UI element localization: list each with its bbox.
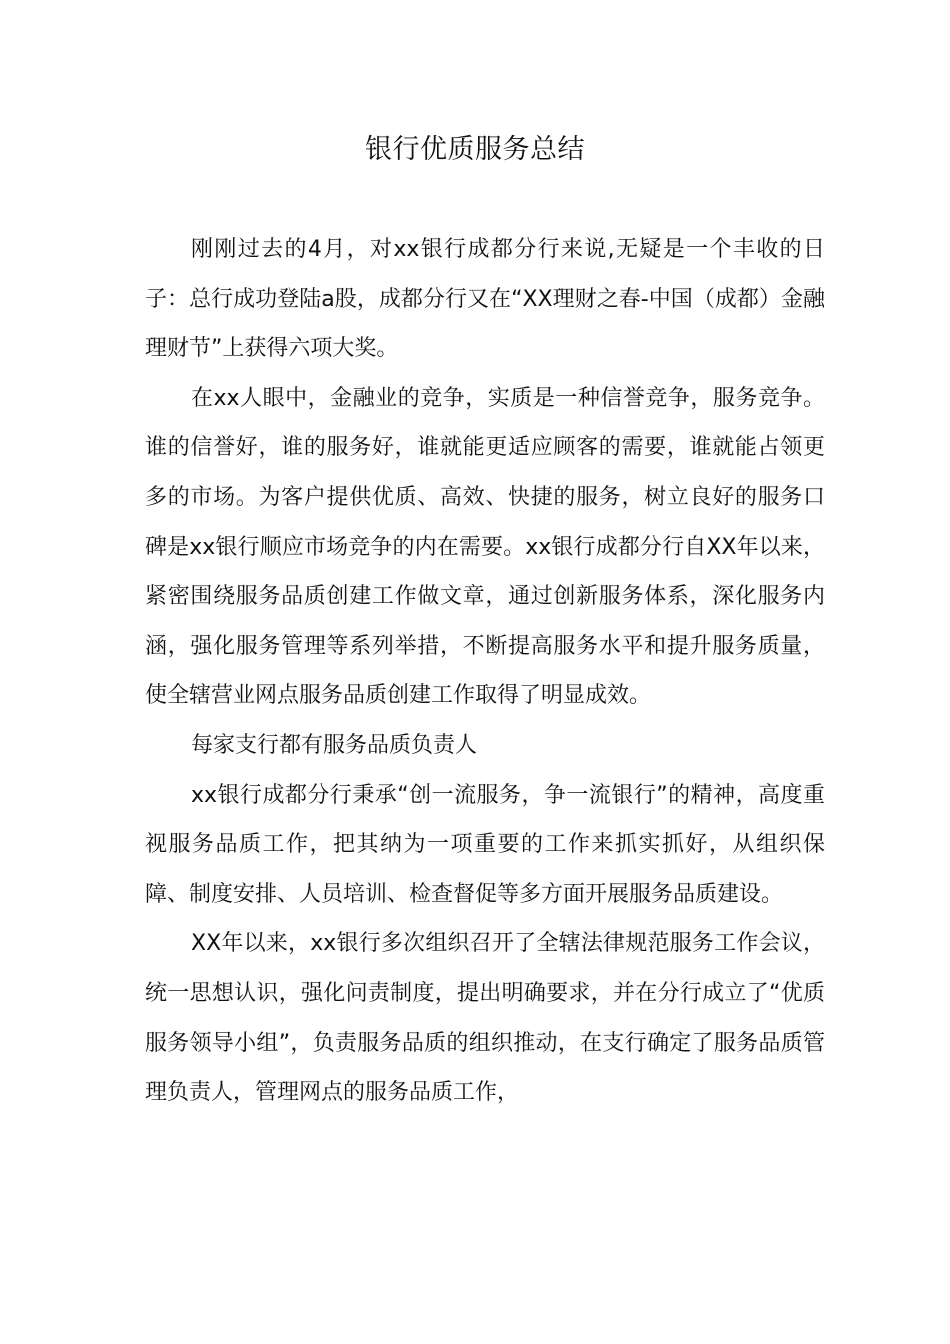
document-body <box>145 225 825 1118</box>
document-title: 银行优质服务总结 <box>365 134 585 165</box>
paragraph: xx银行成都分行秉承“创一流服务，争一流银行”的精神，高度重视服务品质工作，把其纳为一项重要的工作来抓实抓好，从组织保障、制度安排、人员培训、检查督促等多方面开展服务品质建设。 <box>145 782 825 907</box>
section-heading: 每家支行都有服务品质负责人 <box>191 732 478 758</box>
paragraph: 在xx人眼中，金融业的竞争，实质是一种信誉竞争，服务竞争。谁的信誉好，谁的服务好，谁就能更适应顾客的需要，谁就能占领更多的市场。为客户提供优质、高效、快捷的服务，树立良好的服务口碑是xx银行顺应市场竞争的内在需要。xx银行成都分行自XX年以来，紧密围绕服务品质创建工作做文章，通过创新服务体系，深化服务内涵，强化服务管理等系列举措，不断提高服务水平和提升服务质量，使全辖营业网点服务品质创建工作取得了明显成效。 <box>145 385 825 709</box>
paragraph: 刚刚过去的4月，对xx银行成都分行来说,无疑是一个丰收的日子：总行成功登陆a股，成都分行又在“XX理财之春-中国（成都）金融理财节”上获得六项大奖。 <box>145 237 825 362</box>
paragraph: XX年以来，xx银行多次组织召开了全辖法律规范服务工作会议，统一思想认识，强化问责制度，提出明确要求，并在分行成立了“优质服务领导小组”，负责服务品质的组织推动，在支行确定了服务品质管理负责人，管理网点的服务品质工作， <box>145 931 825 1106</box>
